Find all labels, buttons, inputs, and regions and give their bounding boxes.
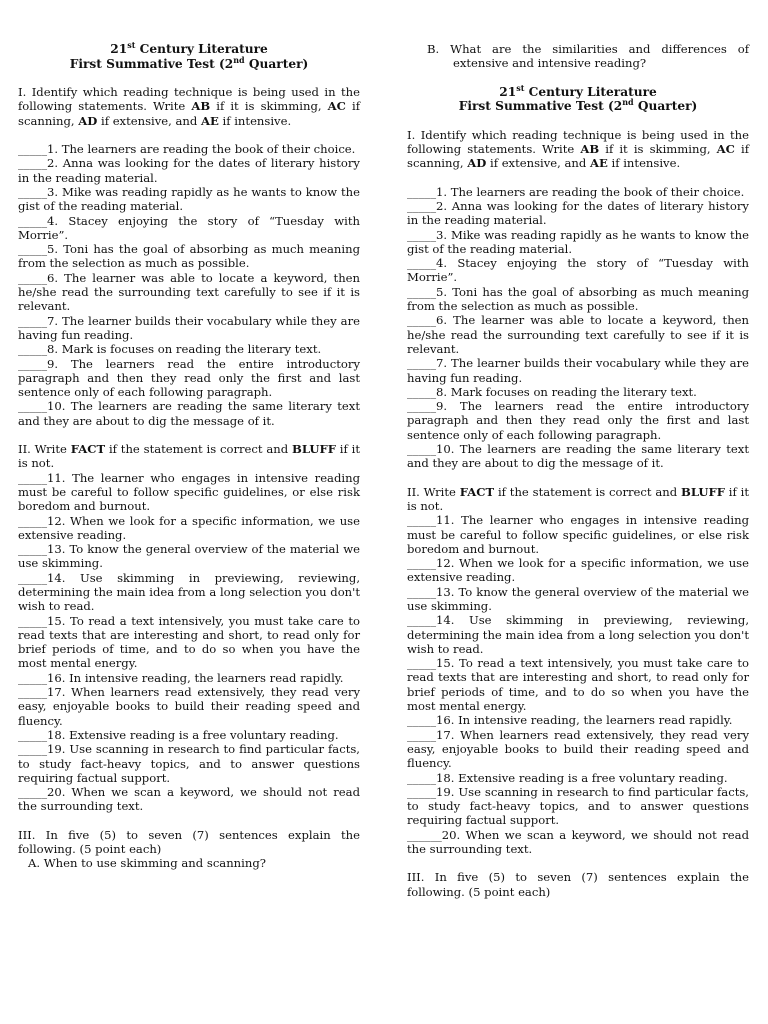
test-item-6: _____6. The learner was able to locate a keyword, then he/she read the surrounding text carefully to see if it is relevant.	[18, 270, 360, 314]
test-item-10: _____10. The learners are reading the same literary text and they are about to dig the message of it.	[18, 399, 360, 428]
left-column	[18, 39, 360, 871]
test-item-19-copy: _____19. Use scanning in research to find particular facts, to study fact-heavy topics, and to answer questions requiring factual support.	[407, 784, 749, 828]
test-item-18-copy: _____18. Extensive reading is a free voluntary reading.	[407, 770, 728, 785]
question-b: B. What are the similarities and differences of extensive and intensive reading?	[427, 42, 749, 71]
test-item-8: _____8. Mark is focuses on reading the literary text.	[18, 342, 322, 357]
test-item-4-copy: _____4. Stacey enjoying the story of “Tuesday with Morrie”.	[407, 256, 749, 285]
test-item-6-copy: _____6. The learner was able to locate a keyword, then he/she read the surrounding text carefully to see if it is relevant.	[407, 313, 749, 356]
test-item-13: _____13. To know the general overview of the material we use skimming.	[18, 542, 360, 571]
test-item-8-copy: _____8. Mark focuses on reading the literary text.	[407, 384, 697, 399]
test-item-16: _____16. In intensive reading, the learners read rapidly.	[18, 670, 344, 685]
test-item-15-copy: _____15. To read a text intensively, you must take care to read texts that are interesting and short, to read only for brief periods of time, and to do so when you have the most mental energy.	[407, 656, 749, 714]
right-column	[407, 42, 749, 899]
test-subtitle-copy: First Summative Test (2nd Quarter)	[458, 97, 698, 114]
test-item-20: _____20. When we scan a keyword, we should not read the surrounding text.	[18, 785, 360, 814]
test-item-11-copy: _____11. The learner who engages in intensive reading must be careful to follow specific guidelines, or else risk boredom and burnout.	[407, 513, 749, 556]
test-item-20-copy: ______20. When we scan a keyword, we should not read the surrounding text.	[407, 827, 749, 857]
test-item-5: _____5. Toni has the goal of absorbing as much meaning from the selection as much as possible.	[18, 242, 360, 271]
test-item-9: _____9. The learners read the entire introductory paragraph and then they read only the first and last sentence only of each following paragraph.	[18, 356, 360, 400]
test-item-19: _____19. Use scanning in research to find particular facts, to study fact-heavy topics, and to answer questions requiring factual support.	[18, 742, 360, 785]
test-item-12: _____12. When we look for a specific information, we use extensive reading.	[18, 513, 360, 542]
test-item-3: _____3. Mike was reading rapidly as he wants to know the gist of the reading material.	[18, 184, 360, 214]
test-item-17: _____17. When learners read extensively, they read very easy, enjoyable books to build their reading speed and fluency.	[18, 685, 360, 728]
test-item-14: _____14. Use skimming in previewing, reviewing, determining the main idea from a long selection you don't wish to read.	[18, 570, 360, 614]
test-item-7: _____7. The learner builds their vocabulary while they are having fun reading.	[18, 313, 360, 342]
part3-instructions: III. In five (5) to seven (7) sentences explain the following. (5 point each)	[18, 827, 360, 857]
test-item-15: _____15. To read a text intensively, you must take care to read texts that are interesting and short, to read only for brief periods of time, and to do so when you have the most mental energy.	[18, 613, 360, 671]
part2-instructions-copy: II. Write FACT if the statement is correct and BLUFF if it is not.	[407, 484, 749, 513]
test-item-14-copy: _____14. Use skimming in previewing, reviewing, determining the main idea from a long selection you don't wish to read.	[407, 613, 749, 656]
part3-instructions-copy: III. In five (5) to seven (7) sentences explain the following. (5 point each)	[407, 870, 749, 899]
test-item-2-copy: _____2. Anna was looking for the dates of literary history in the reading material.	[407, 198, 749, 228]
test-item-11: _____11. The learner who engages in intensive reading must be careful to follow specific guidelines, or else risk boredom and burnout.	[18, 470, 360, 514]
test-item-16-copy: _____16. In intensive reading, the learners read rapidly.	[407, 713, 733, 728]
part1-instructions-copy: I. Identify which reading technique is being used in the following statements. Write AB if it is skimming, AC if scanning, AD if extensive, and AE if intensive.	[407, 127, 749, 171]
part2-instructions: II. Write FACT if the statement is correct and BLUFF if it is not.	[18, 442, 360, 471]
test-item-2: _____2. Anna was looking for the dates of literary history in the reading material.	[18, 156, 360, 185]
test-subtitle: First Summative Test (2nd Quarter)	[69, 54, 309, 71]
test-item-1-copy: _____1. The learners are reading the book of their choice.	[407, 184, 745, 199]
test-item-10-copy: _____10. The learners are reading the same literary text and they are about to dig the message of it.	[407, 442, 749, 471]
test-title-copy: 21st Century Literature	[499, 82, 657, 99]
test-item-1: _____1. The learners are reading the book of their choice.	[18, 142, 356, 157]
test-item-12-copy: _____12. When we look for a specific information, we use extensive reading.	[407, 556, 749, 585]
test-item-7-copy: _____7. The learner builds their vocabulary while they are having fun reading.	[407, 356, 749, 385]
test-title: 21st Century Literature	[110, 39, 268, 56]
test-item-18: _____18. Extensive reading is a free voluntary reading.	[18, 727, 339, 742]
test-item-13-copy: _____13. To know the general overview of the material we use skimming.	[407, 584, 749, 613]
test-item-9-copy: _____9. The learners read the entire introductory paragraph and then they read only the first and last sentence only of each following paragraph.	[407, 399, 749, 442]
test-item-5-copy: _____5. Toni has the goal of absorbing as much meaning from the selection as much as possible.	[407, 284, 749, 314]
question-a: A. When to use skimming and scanning?	[28, 856, 266, 871]
test-item-4: _____4. Stacey enjoying the story of “Tuesday with Morrie”.	[18, 213, 360, 242]
test-item-17-copy: _____17. When learners read extensively, they read very easy, enjoyable books to build their reading speed and fluency.	[407, 727, 749, 771]
test-item-3-copy: _____3. Mike was reading rapidly as he wants to know the gist of the reading material.	[407, 227, 749, 256]
part1-instructions: I. Identify which reading technique is being used in the following statements. Write AB if it is skimming, AC if scanning, AD if extensive, and AE if intensive.	[18, 85, 360, 128]
